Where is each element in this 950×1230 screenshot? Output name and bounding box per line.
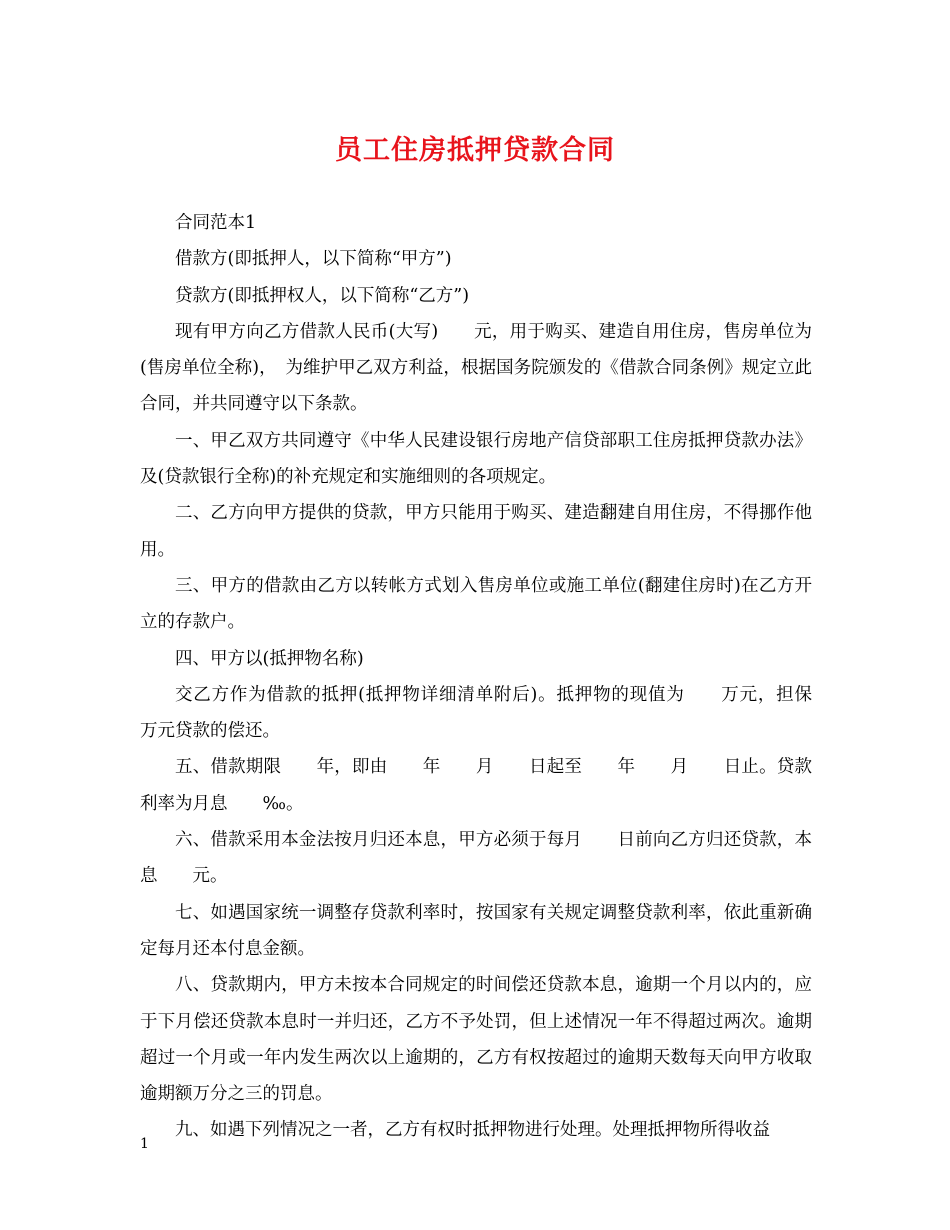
document-title: 员工住房抵押贷款合同	[335, 135, 615, 166]
paragraph: 合同范本1	[175, 213, 257, 233]
paragraph: 贷款方(即抵押权人，以下简称“乙方”)	[175, 285, 470, 306]
paragraph: 现有甲方向乙方借款人民币(大写) 元，用于购买、建造自用住房，售房单位为(售房单位全称)， 为维护甲乙双方利益，根据国务院颁发的《借款合同条例》规定立此合同，并共同遵守以下条款。	[140, 321, 812, 415]
paragraph: 三、甲方的借款由乙方以转帐方式划入售房单位或施工单位(翻建住房时)在乙方开立的存款户。	[140, 575, 812, 633]
paragraph: 交乙方作为借款的抵押(抵押物详细清单附后)。抵押物的现值为 万元，担保 万元贷款的偿还。	[140, 684, 847, 742]
document-body	[140, 205, 847, 1149]
paragraph: 四、甲方以(抵押物名称)	[175, 648, 364, 669]
paragraph: 借款方(即抵押人，以下简称“甲方”)	[175, 249, 452, 270]
paragraph: 八、贷款期内，甲方未按本合同规定的时间偿还贷款本息，逾期一个月以内的，应于下月偿还贷款本息时一并归还，乙方不予处罚，但上述情况一年不得超过两次。逾期超过一个月或一年内发生两次以上逾期的，乙方有权按超过的逾期天数每天向甲方收取逾期额万分之三的罚息。	[140, 975, 812, 1105]
paragraph: 六、借款采用本金法按月归还本息，甲方必须于每月 日前向乙方归还贷款，本息 元。	[140, 830, 812, 887]
page-number: 1	[140, 1136, 149, 1152]
paragraph: 七、如遇国家统一调整存贷款利率时，按国家有关规定调整贷款利率，依此重新确定每月还本付息金额。	[140, 902, 812, 959]
paragraph: 二、乙方向甲方提供的贷款，甲方只能用于购买、建造翻建自用住房，不得挪作他用。	[140, 503, 812, 560]
paragraph: 一、甲乙双方共同遵守《中华人民建设银行房地产信贷部职工住房抵押贷款办法》及(贷款银行全称)的补充规定和实施细则的各项规定。	[140, 430, 812, 488]
paragraph: 五、借款期限 年，即由 年 月 日起至 年 月 日止。贷款利率为月息 ‰。	[140, 757, 812, 814]
paragraph: 九、如遇下列情况之一者，乙方有权时抵押物进行处理。处理抵押物所得收益	[175, 1120, 770, 1141]
